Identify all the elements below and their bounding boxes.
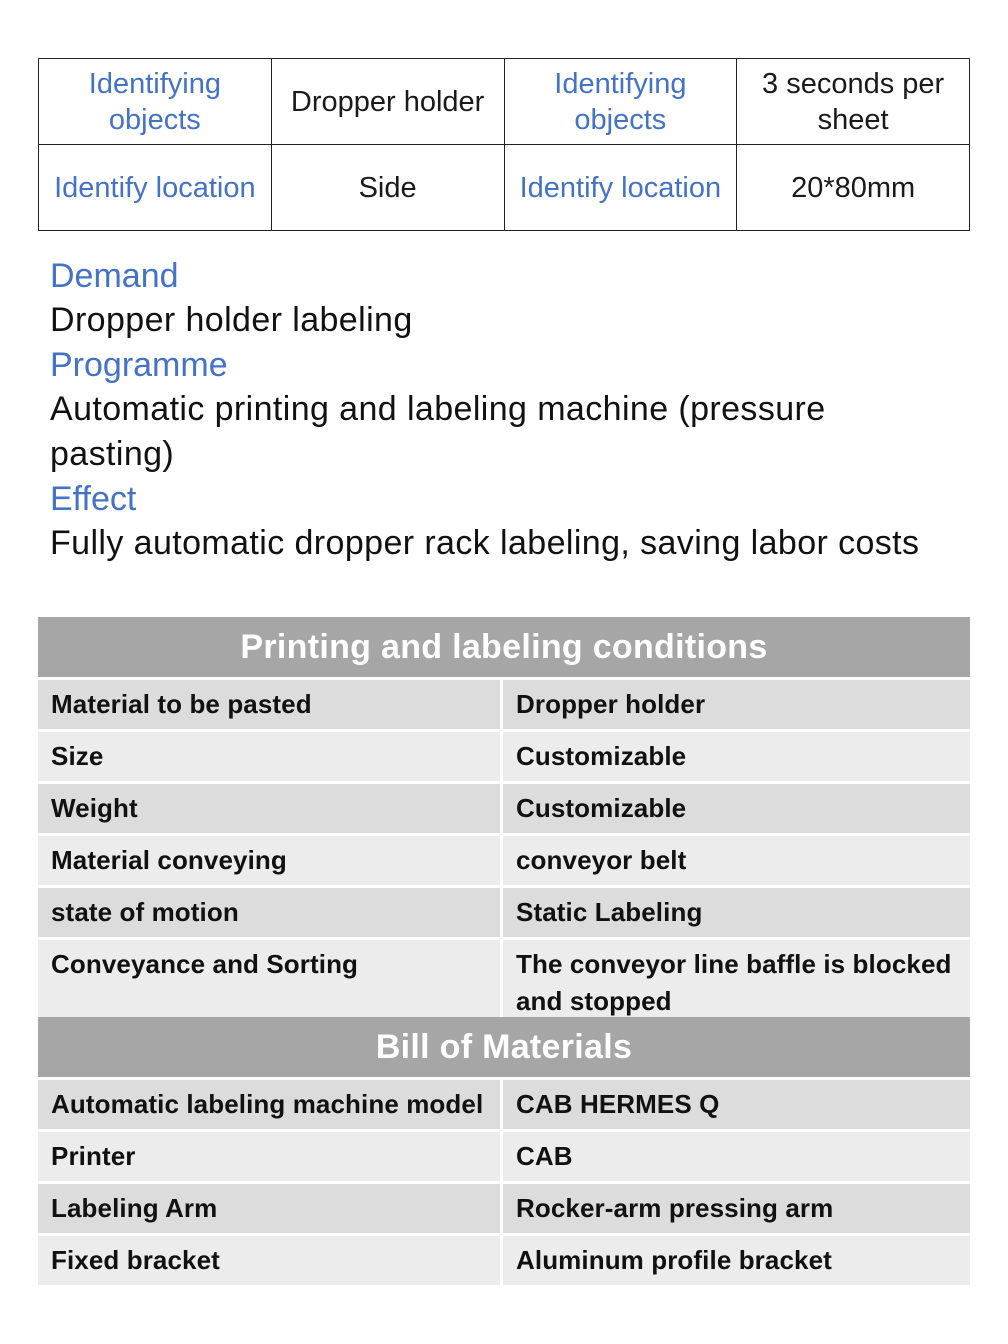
condition-label: Material to be pasted [38, 680, 503, 729]
bill-item-label: Fixed bracket [38, 1236, 503, 1285]
effect-heading: Effect [50, 480, 137, 518]
condition-label: Conveyance and Sorting [38, 940, 503, 1026]
condition-value: The conveyor line baffle is blocked and stopped [503, 940, 970, 1026]
condition-label: Size [38, 732, 503, 781]
condition-label: state of motion [38, 888, 503, 937]
table-row [38, 1080, 970, 1129]
table-row [38, 1184, 970, 1233]
info-value-label-size: 20*80mm [737, 145, 970, 231]
bill-of-materials-table [38, 1014, 970, 1288]
conditions-title: Printing and labeling conditions [38, 617, 970, 677]
condition-value: conveyor belt [503, 836, 970, 885]
info-key-location-2: Identify location [504, 145, 737, 231]
info-value-object: Dropper holder [271, 59, 504, 145]
table-row [38, 784, 970, 833]
table-row [38, 680, 970, 729]
demand-heading: Demand [50, 257, 179, 295]
table-row [38, 888, 970, 937]
info-value-location: Side [271, 145, 504, 231]
info-row-object [39, 59, 970, 145]
table-row [38, 1132, 970, 1181]
info-key-object: Identifying objects [39, 59, 272, 145]
bill-item-value: Rocker-arm pressing arm [503, 1184, 970, 1233]
table-row [38, 1236, 970, 1285]
bill-item-label: Printer [38, 1132, 503, 1181]
demand-text: Dropper holder labeling [50, 301, 413, 339]
condition-value: Customizable [503, 732, 970, 781]
bill-item-value: CAB [503, 1132, 970, 1181]
info-value-speed: 3 seconds per sheet [737, 59, 970, 145]
condition-value: Customizable [503, 784, 970, 833]
programme-text: Automatic printing and labeling machine (pressure pasting) [50, 390, 826, 473]
condition-label: Material conveying [38, 836, 503, 885]
effect-text: Fully automatic dropper rack labeling, saving labor costs [50, 524, 920, 562]
bill-item-label: Automatic labeling machine model [38, 1080, 503, 1129]
info-row-location [39, 145, 970, 231]
bill-item-label: Labeling Arm [38, 1184, 503, 1233]
table-row [38, 732, 970, 781]
info-table [38, 58, 970, 231]
table-row [38, 836, 970, 885]
condition-value: Dropper holder [503, 680, 970, 729]
info-key-object-2: Identifying objects [504, 59, 737, 145]
condition-value: Static Labeling [503, 888, 970, 937]
conditions-table [38, 614, 970, 1029]
condition-label: Weight [38, 784, 503, 833]
bill-title: Bill of Materials [38, 1017, 970, 1077]
spec-section [50, 254, 950, 566]
programme-heading: Programme [50, 346, 228, 384]
bill-item-value: Aluminum profile bracket [503, 1236, 970, 1285]
bill-item-value: CAB HERMES Q [503, 1080, 970, 1129]
info-key-location: Identify location [39, 145, 272, 231]
